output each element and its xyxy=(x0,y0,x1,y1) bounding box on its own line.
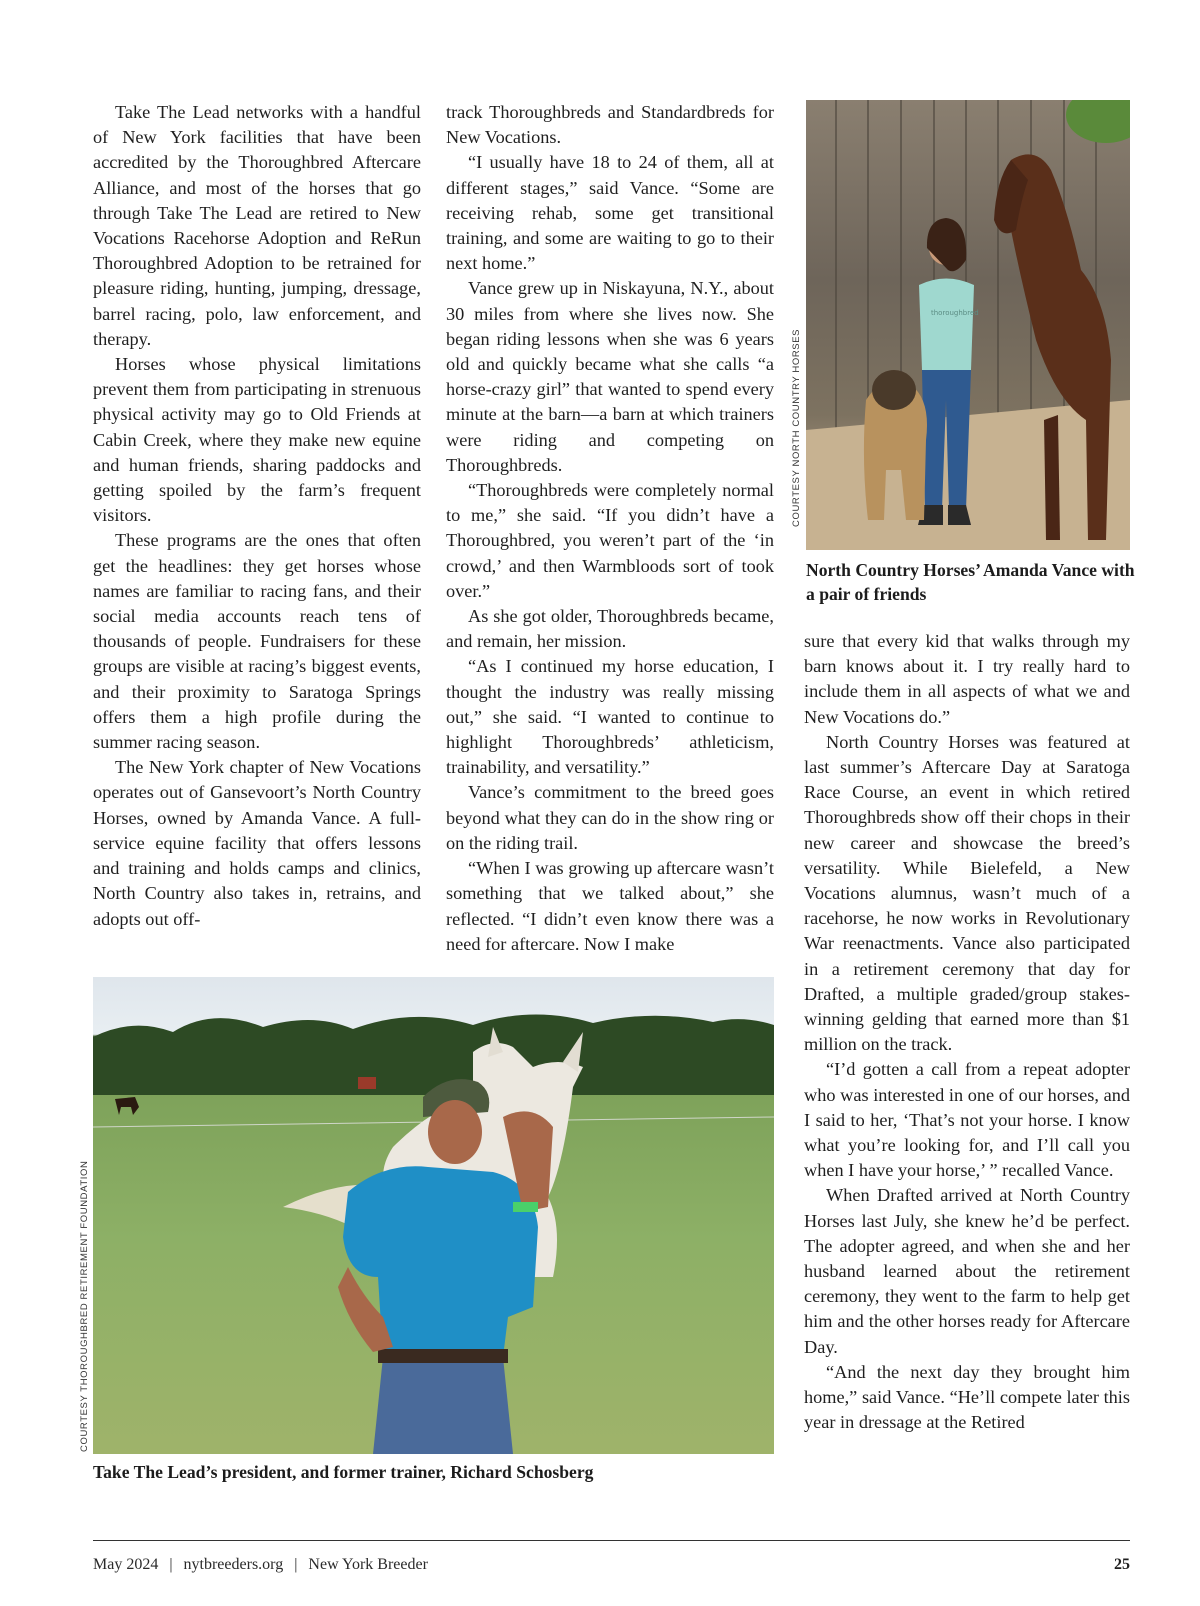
paragraph: Take The Lead networks with a handful of New York facilities that have been accredited by the Thoroughbred Aftercare Alliance, and most of the horses that go through Take The Lead are retired to New Vocations Racehorse Adoption and ReRun Thoroughbred Adoption to be retrained for pleasure riding, hunting, jumping, dressage, barrel racing, polo, law enforcement, and therapy. xyxy=(93,102,421,349)
paragraph-continued: sure that every kid that walks through my barn knows about it. I try really hard to include them in all aspects of what we and New Vocations do.” xyxy=(804,631,1130,727)
website-link[interactable]: nytbreeders.org xyxy=(183,1556,284,1573)
article-column-1 xyxy=(93,100,421,932)
issue-date: May 2024 xyxy=(93,1556,159,1573)
paragraph: Horses whose physical limitations prevent them from participating in strenuous physical activity may go to Old Friends at Cabin Creek, where they make new equine and human friends, sharing paddocks and getting spoiled by the farm’s frequent visitors. xyxy=(93,354,421,526)
footer-separator: | xyxy=(169,1556,173,1573)
paragraph: “I usually have 18 to 24 of them, all at different stages,” said Vance. “Some are receiving rehab, some get transitional training, and some are waiting to go to their next home.” xyxy=(446,152,774,274)
photo-illustration xyxy=(806,100,1130,550)
footer-separator: | xyxy=(294,1556,298,1573)
paragraph: North Country Horses was featured at last summer’s Aftercare Day at Saratoga Race Course, an event in which retired Thoroughbreds show off their chops in their new career and showcase the breed’s versatility. While Bielefeld, a New Vocations alumnus, wasn’t much of a racehorse, he now works in Revolutionary War reenactments. Vance also participated in a retirement ceremony that day for Drafted, a multiple graded/group stakes-winning gelding that earned more than $1 million on the track. xyxy=(804,731,1130,1055)
paragraph: As she got older, Thoroughbreds became, and remain, her mission. xyxy=(446,606,774,652)
article-column-3 xyxy=(804,629,1130,1436)
paragraph: “As I continued my horse education, I thought the industry was really missing out,” she said. “I wanted to continue to highlight Thoroughbreds’ athleticism, trainability, and versatility.” xyxy=(446,656,774,778)
publication-name: New York Breeder xyxy=(308,1556,428,1573)
paragraph: “When I was growing up aftercare wasn’t something that we talked about,” she reflected. “I didn’t even know there was a need for aftercare. Now I make xyxy=(446,858,774,954)
paragraph: “And the next day they brought him home,” said Vance. “He’ll compete later this year in dressage at the Retired xyxy=(804,1361,1130,1433)
paragraph: When Drafted arrived at North Country Horses last July, she knew he’d be perfect. The adopter agreed, and when she and her husband learned about the retirement ceremony, they went to the farm to help get him and the other horses ready for Aftercare Day. xyxy=(804,1185,1130,1357)
paragraph: Vance grew up in Niskayuna, N.Y., about 30 miles from where she lives now. She began riding lessons when she was 6 years old and quickly became what she calls “a horse-crazy girl” that wanted to spend every minute at the barn—a barn at which trainers were riding and competing on Thoroughbreds. xyxy=(446,278,774,475)
photo-caption: Take The Lead’s president, and former trainer, Richard Schosberg xyxy=(93,1462,594,1482)
photo-richard-schosberg xyxy=(93,977,774,1454)
photo-illustration xyxy=(93,977,774,1454)
page-number: 25 xyxy=(1114,1556,1130,1573)
paragraph: These programs are the ones that often get the headlines: they get horses whose names are familiar to racing fans, and their social media accounts reach tens of thousands of people. Fundraisers for these groups are visible at racing’s biggest events, and their proximity to Saratoga Springs offers them a high profile during the summer racing season. xyxy=(93,530,421,753)
shirt-print: thoroughbred xyxy=(931,309,979,317)
page-footer xyxy=(93,1556,428,1574)
paragraph-continued: track Thoroughbreds and Standardbreds for New Vocations. xyxy=(446,102,774,148)
paragraph: Vance’s commitment to the breed goes beyond what they can do in the show ring or on the riding trail. xyxy=(446,782,774,853)
photo-credit: COURTESY NORTH COUNTRY HORSES xyxy=(791,328,802,527)
paragraph: “I’d gotten a call from a repeat adopter who was interested in one of our horses, and I said to her, ‘That’s not your horse. I know what you’re looking for, and I’ll call you when I have your horse,’ ” recalled Vance. xyxy=(804,1059,1130,1181)
footer-rule xyxy=(93,1540,1130,1541)
photo-amanda-vance xyxy=(806,100,1130,550)
paragraph: “Thoroughbreds were completely normal to me,” she said. “If you didn’t have a Thoroughbred, you weren’t part of the ‘in crowd,’ and then Warmbloods sort of took over.” xyxy=(446,480,774,601)
paragraph: The New York chapter of New Vocations operates out of Gansevoort’s North Country Horses, owned by Amanda Vance. A full-service equine facility that offers lessons and training and holds camps and clinics, North Country also takes in, retrains, and adopts out off- xyxy=(93,757,421,929)
photo-caption: North Country Horses’ Amanda Vance with a pair of friends xyxy=(806,560,1135,604)
photo-credit: COURTESY THOROUGHBRED RETIREMENT FOUNDATION xyxy=(79,1160,90,1452)
article-column-2 xyxy=(446,100,774,957)
